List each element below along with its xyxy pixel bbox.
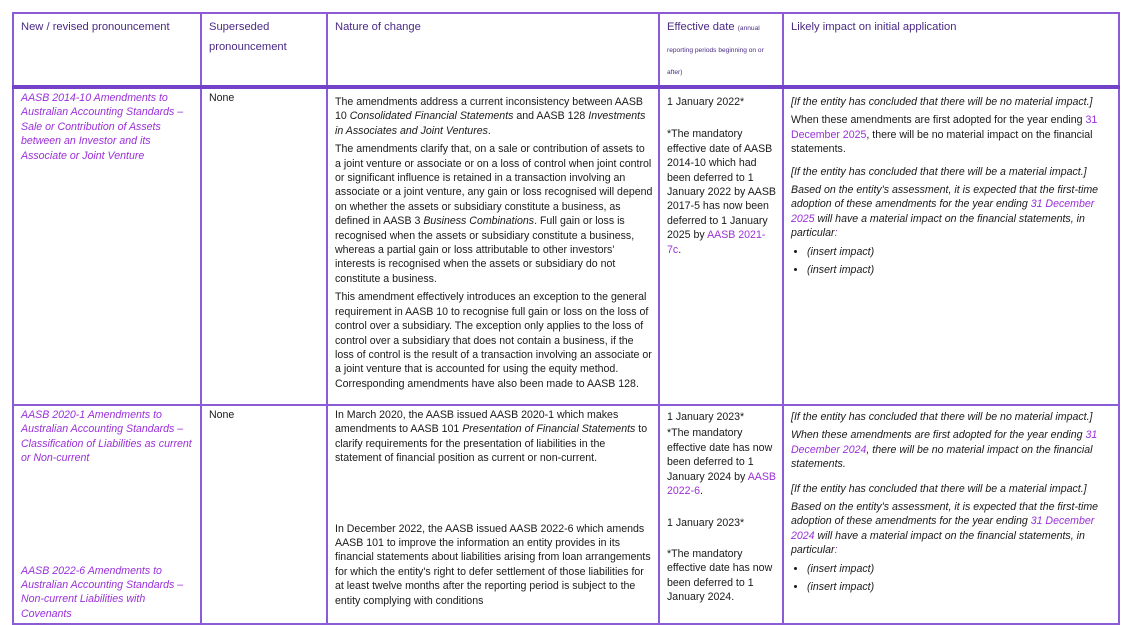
superseded-cell [201,87,327,405]
impact-cell [783,87,1119,405]
effective-note: *The mandatory effective date has now been deferred to 1 January 2024. [667,547,773,604]
header-row [13,13,1119,87]
pronouncement-cell [13,405,201,624]
header-effective-date [659,13,783,87]
nature-cell [327,87,659,405]
nature-cell [327,405,659,624]
standard-link[interactable]: AASB 2021-7c [667,229,766,256]
header-effective-note: (annual reporting periods beginning on or after) [667,25,764,76]
impact-text: When these amendments are first adopted for the year ending 31 December 2024, there will be no material impact on the financial statements. [791,429,1098,471]
effective-date: 1 January 2023* [667,517,745,530]
pronouncement-title: AASB 2014-10 Amendments to Australian Accounting Standards – Sale or Contribution of Assets between an Investor and its Associate or Joint Venture [21,92,184,162]
header-new-pronouncement: New / revised pronouncement [13,13,201,87]
impact-list [791,562,1113,595]
list-item: • (insert impact) [807,562,1113,576]
standard-link[interactable]: AASB 2022-6 [667,470,776,498]
superseded-value: None [209,92,235,104]
nature-paragraph: This amendment effectively introduces an exception to the general requirement in AASB 10 to recognise full gain or loss on the loss of control over a subsidiary. The exception only applies to the loss of control over a subsidiary that does not contain a business, if the loss of control is the result of a transaction involving an associate or a joint venture that is accounted for using the equity method. Corresponding amendments have also been made to AASB 128. [335,291,652,390]
impact-list [791,245,1113,278]
table-row [13,87,1119,405]
pronouncement-cell [13,87,201,405]
nature-paragraph: In March 2020, the AASB issued AASB 2020-1 which makes amendments to AASB 101 Presentation of Financial Statements to clarify requirements for the presentation of liabilities in the statement of financial position as current or non-current. [335,409,648,465]
impact-text: Based on the entity's assessment, it is expected that the first-time adoption of these amendments for the year ending 31 December 2025 will have a material impact on the financial statements, in particular: [791,184,1099,240]
header-nature: Nature of change [327,13,659,87]
superseded-value: None [209,409,235,421]
impact-condition: [If the entity has concluded that there will be a material impact.] [791,165,1087,178]
nature-paragraph: The amendments clarify that, on a sale or contribution of assets to a joint venture or associate or on a loss of control when joint control or significant influence is retained in a transaction involving an associate or a joint venture, any gain or loss recognised will depend on whether the assets or subsidiary constitute a business, as defined in AASB 3 Business Combinations. Full gain or loss is recognised when the assets or subsidiary constitute a business, whereas a partial gain or loss attributable to other investors' interests is recognised when the assets or subsidiary do not constitute a business. [335,143,653,285]
impact-text: Based on the entity's assessment, it is expected that the first-time adoption of these amendments for the year ending 31 December 2024 will have a material impact on the financial statements, in particular: [791,501,1099,557]
header-superseded: Superseded pronouncement [201,13,327,87]
header-effective-label: Effective date [667,21,735,33]
effective-note: *The mandatory effective date of AASB 2014-10 which had been deferred to 1 January 2022 by AASB 2017-5 has now been deferred to 1 January 2025 by AASB 2021-7c. [667,128,776,256]
effective-date: 1 January 2022* [667,96,745,108]
list-item: • (insert impact) [807,580,1113,594]
impact-cell [783,405,1119,624]
pronouncements-table [12,12,1120,625]
effective-cell [659,405,783,624]
header-impact: Likely impact on initial application [783,13,1119,87]
effective-date: 1 January 2023* [667,411,745,423]
impact-text: When these amendments are first adopted for the year ending 31 December 2025, there will be no material impact on the financial statements. [791,114,1098,156]
list-item: • (insert impact) [807,263,1113,277]
table-row [13,405,1119,624]
superseded-cell [201,405,327,624]
effective-cell [659,87,783,405]
nature-paragraph: The amendments address a current inconsistency between AASB 10 Consolidated Financial Statements and AASB 128 Investments in Associates and Joint Ventures. [335,96,646,137]
nature-paragraph: In December 2022, the AASB issued AASB 2022-6 which amends AASB 101 to improve the information an entity provides in its financial statements about liabilities arising from loan arrangements for which the entity's right to defer settlement of those liabilities for at least twelve months after the reporting period is subject to the entity complying with conditions [335,522,651,607]
pronouncement-title: AASB 2022-6 Amendments to Australian Accounting Standards – Non-current Liabilities with Covenants [21,564,184,620]
list-item: • (insert impact) [807,245,1113,259]
pronouncement-title: AASB 2020-1 Amendments to Australian Accounting Standards – Classification of Liabilities as current or Non-current [21,409,192,465]
impact-condition: [If the entity has concluded that there will be no material impact.] [791,411,1093,423]
impact-condition: [If the entity has concluded that there will be a material impact.] [791,482,1087,495]
effective-note: *The mandatory effective date has now been deferred to 1 January 2024 by AASB 2022-6. [667,427,776,498]
impact-condition: [If the entity has concluded that there will be no material impact.] [791,96,1093,108]
